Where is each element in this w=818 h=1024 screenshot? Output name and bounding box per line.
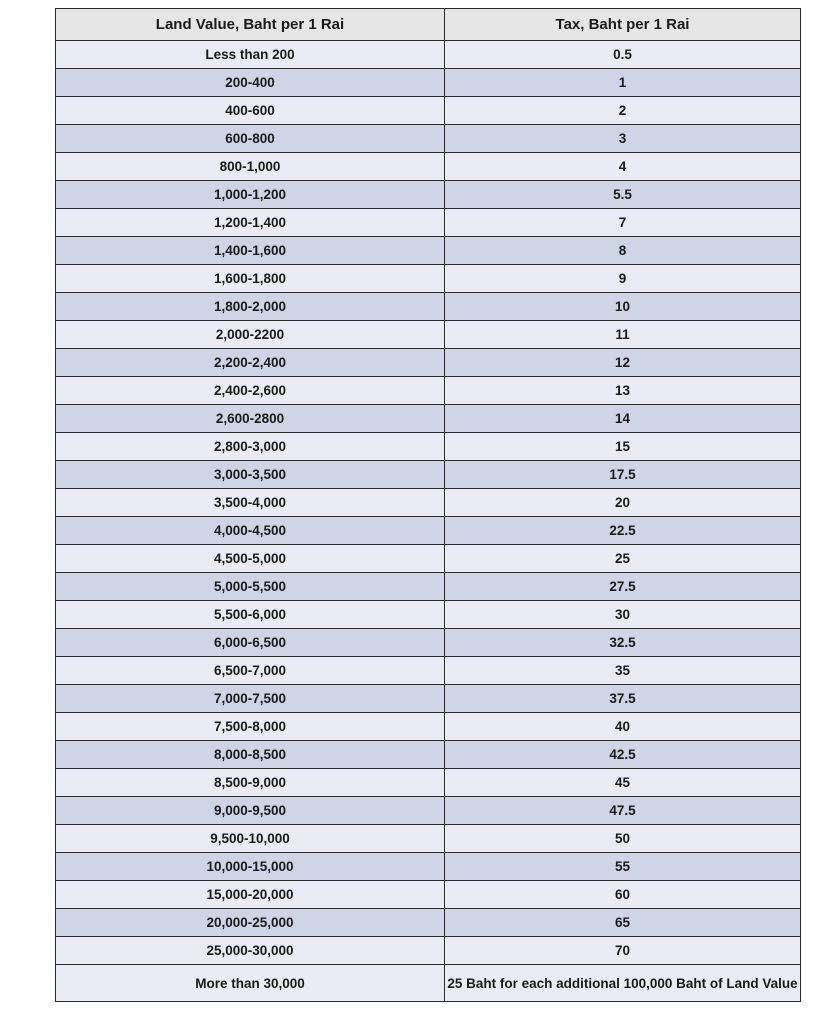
table-row — [56, 629, 801, 657]
table-row — [56, 853, 801, 881]
land-value-cell: 2,400-2,600 — [56, 377, 445, 405]
table-row — [56, 265, 801, 293]
table-row — [56, 517, 801, 545]
tax-value: 4 — [618, 159, 627, 174]
table-row — [56, 153, 801, 181]
land-value-cell: 7,500-8,000 — [56, 713, 445, 741]
tax-cell — [445, 713, 801, 741]
land-tax-table — [55, 8, 801, 1002]
table-row — [56, 769, 801, 797]
table-row — [56, 321, 801, 349]
tax-cell — [445, 769, 801, 797]
table-row — [56, 489, 801, 517]
tax-cell — [445, 153, 801, 181]
table-row — [56, 433, 801, 461]
land-value-cell: 25,000-30,000 — [56, 937, 445, 965]
tax-value: 60 — [614, 887, 631, 902]
table-row — [56, 573, 801, 601]
tax-value: 20 — [614, 495, 631, 510]
table-row — [56, 461, 801, 489]
tax-cell — [445, 41, 801, 69]
table-row — [56, 181, 801, 209]
tax-value: 11 — [615, 327, 630, 342]
tax-cell — [445, 629, 801, 657]
tax-cell — [445, 573, 801, 601]
table-row — [56, 657, 801, 685]
header-land-value: Land Value, Baht per 1 Rai — [56, 9, 445, 41]
land-value-cell: 6,000-6,500 — [56, 629, 445, 657]
land-value-cell: 8,000-8,500 — [56, 741, 445, 769]
tax-cell — [445, 489, 801, 517]
tax-cell — [445, 741, 801, 769]
table-row — [56, 937, 801, 965]
tax-cell — [445, 69, 801, 97]
tax-value: 5.5 — [613, 187, 632, 202]
land-value-cell: 400-600 — [56, 97, 445, 125]
land-value-cell: 5,000-5,500 — [56, 573, 445, 601]
tax-value: 35 — [614, 663, 631, 678]
tax-cell — [445, 853, 801, 881]
table-row — [56, 713, 801, 741]
land-value-cell: 20,000-25,000 — [56, 909, 445, 937]
tax-value: 65 — [614, 915, 631, 930]
table-body — [56, 41, 801, 1002]
table-row — [56, 909, 801, 937]
tax-value: 12 — [614, 355, 631, 370]
tax-value: 30 — [614, 607, 631, 622]
land-value-cell: 3,000-3,500 — [56, 461, 445, 489]
tax-cell — [445, 881, 801, 909]
table-row — [56, 685, 801, 713]
tax-value: 9 — [618, 271, 627, 286]
tax-value: 0.5 — [613, 47, 632, 62]
tax-value: 15 — [614, 439, 631, 454]
table-row — [56, 237, 801, 265]
tax-cell — [445, 909, 801, 937]
table-row — [56, 41, 801, 69]
tax-value: 42.5 — [609, 747, 636, 762]
tax-cell — [445, 601, 801, 629]
table-row — [56, 825, 801, 853]
land-value-cell: 1,200-1,400 — [56, 209, 445, 237]
tax-value: 10 — [614, 299, 631, 314]
land-value-cell: 9,500-10,000 — [56, 825, 445, 853]
header-tax: Tax, Baht per 1 Rai — [445, 9, 801, 41]
tax-value: 17.5 — [609, 467, 636, 482]
tax-value: 22.5 — [609, 523, 636, 538]
tax-value: 27.5 — [609, 579, 636, 594]
land-value-cell: 200-400 — [56, 69, 445, 97]
table-row — [56, 377, 801, 405]
table-row — [56, 881, 801, 909]
land-value-cell: 1,000-1,200 — [56, 181, 445, 209]
tax-value: 40 — [614, 719, 631, 734]
table-row — [56, 965, 801, 1002]
tax-cell — [445, 181, 801, 209]
tax-cell — [445, 125, 801, 153]
land-value-cell: 2,600-2800 — [56, 405, 445, 433]
tax-value: 37.5 — [609, 691, 636, 706]
tax-cell — [445, 657, 801, 685]
tax-cell — [445, 321, 801, 349]
table-row — [56, 601, 801, 629]
table-row — [56, 741, 801, 769]
tax-value: 25 Baht for each additional 100,000 Baht of Land Value — [447, 975, 798, 991]
tax-value: 32.5 — [609, 635, 636, 650]
tax-cell — [445, 825, 801, 853]
land-value-cell: 1,600-1,800 — [56, 265, 445, 293]
tax-value: 3 — [618, 131, 627, 146]
tax-cell — [445, 349, 801, 377]
tax-cell — [445, 965, 801, 1002]
table-row — [56, 797, 801, 825]
tax-cell — [445, 545, 801, 573]
tax-cell — [445, 377, 801, 405]
land-value-cell: 5,500-6,000 — [56, 601, 445, 629]
land-value-cell: 10,000-15,000 — [56, 853, 445, 881]
tax-cell — [445, 517, 801, 545]
tax-value: 55 — [614, 859, 631, 874]
land-value-cell: 1,800-2,000 — [56, 293, 445, 321]
land-value-cell: 4,000-4,500 — [56, 517, 445, 545]
land-value-cell: 15,000-20,000 — [56, 881, 445, 909]
land-value-cell: 2,000-2200 — [56, 321, 445, 349]
table-row — [56, 349, 801, 377]
tax-cell — [445, 937, 801, 965]
table-row — [56, 125, 801, 153]
tax-value: 13 — [614, 383, 631, 398]
land-value-cell: 800-1,000 — [56, 153, 445, 181]
tax-cell — [445, 461, 801, 489]
tax-value: 47.5 — [609, 803, 636, 818]
tax-cell — [445, 405, 801, 433]
land-value-cell: 2,800-3,000 — [56, 433, 445, 461]
tax-cell — [445, 97, 801, 125]
land-value-cell: 9,000-9,500 — [56, 797, 445, 825]
land-value-cell: 2,200-2,400 — [56, 349, 445, 377]
tax-value: 7 — [618, 215, 627, 230]
tax-value: 50 — [614, 831, 631, 846]
tax-cell — [445, 797, 801, 825]
tax-cell — [445, 685, 801, 713]
table-header — [56, 9, 801, 41]
land-value-cell: More than 30,000 — [56, 965, 445, 1002]
tax-cell — [445, 265, 801, 293]
tax-cell — [445, 209, 801, 237]
land-value-cell: Less than 200 — [56, 41, 445, 69]
tax-value: 70 — [614, 943, 631, 958]
tax-value: 45 — [614, 775, 631, 790]
land-value-cell: 8,500-9,000 — [56, 769, 445, 797]
land-value-cell: 6,500-7,000 — [56, 657, 445, 685]
tax-cell — [445, 237, 801, 265]
table-row — [56, 293, 801, 321]
land-value-cell: 3,500-4,000 — [56, 489, 445, 517]
header-row — [56, 9, 801, 41]
table-row — [56, 69, 801, 97]
tax-value: 2 — [618, 103, 627, 118]
tax-value: 1 — [618, 75, 627, 90]
tax-value: 25 — [614, 551, 631, 566]
table-row — [56, 545, 801, 573]
land-value-cell: 1,400-1,600 — [56, 237, 445, 265]
land-value-cell: 7,000-7,500 — [56, 685, 445, 713]
tax-value: 8 — [618, 243, 627, 258]
land-value-cell: 4,500-5,000 — [56, 545, 445, 573]
tax-cell — [445, 433, 801, 461]
table-row — [56, 209, 801, 237]
table-row — [56, 405, 801, 433]
tax-cell — [445, 293, 801, 321]
land-value-cell: 600-800 — [56, 125, 445, 153]
table-row — [56, 97, 801, 125]
tax-value: 14 — [614, 411, 631, 426]
